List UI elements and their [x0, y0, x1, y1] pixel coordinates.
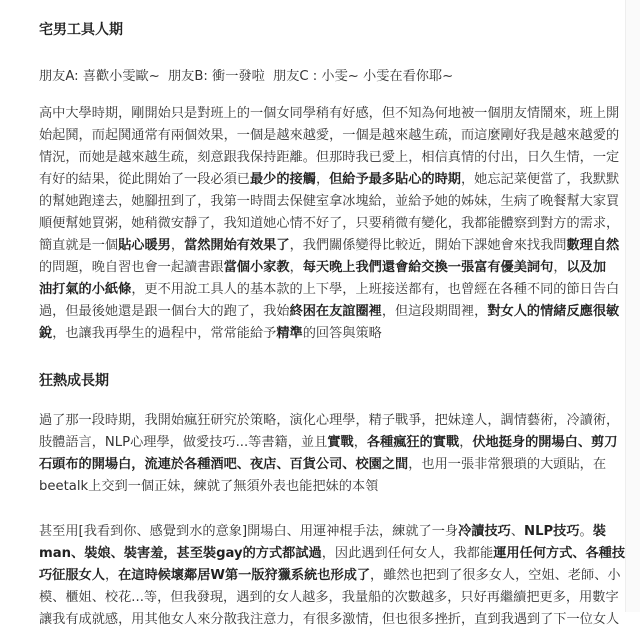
paragraph-line: 讓我有成就感，用其他女人來分散我注意力，有很多激情，但也很多挫折，直到我遇到了下一位女人 [39, 612, 620, 627]
emphasis: 精準 [276, 326, 303, 341]
emphasis: man、裝娘、裝害羞，甚至裝gay的方式都試過 [39, 546, 322, 561]
paragraph-line: 過，但最後她還是跟一個台大的跑了，我始終困在友誼圈裡，但這段期間裡，對女人的情緒反應很敏 [39, 304, 620, 319]
emphasis: 銳 [39, 326, 53, 341]
paragraph-line: 甚至用[我看到你、感覺到水的意象]開場白、用運神棍手法，練就了一身冷讀技巧、NLP技巧。裝 [39, 524, 606, 539]
paragraph-line: 高中大學時期，剛開始只是對班上的一個女同學稍有好感，但不知為何地被一個朋友情鬧來，班上開 [39, 106, 620, 121]
friend-a-quote: 朋友A: 喜歡小雯歐~ [39, 69, 160, 84]
emphasis: 但給予最多貼心的時期 [329, 172, 461, 187]
paragraph-line: 的幫她跑達去，她腳扭到了，我第一時間去保健室拿冰塊給，並給予她的姊妹，生病了晚餐幫大家買 [39, 194, 620, 209]
emphasis: 伏地挺身的開場白、剪刀 [472, 435, 618, 450]
section-title-tool-man: 宅男工具人期 [39, 22, 123, 38]
emphasis: 當然開始有效果了 [184, 238, 290, 253]
emphasis: 在這時候壞鄰居W第一版狩獵系統也形成了 [118, 568, 371, 583]
paragraph-line: 石頭布的開場白，流連於各種酒吧、夜店、百貨公司、校園之間，也用一張非常猥瑣的大頭貼，在 [39, 457, 607, 472]
paragraph-line: 順便幫她買粥，她稍微安靜了，我知道她心情不好了，只要稍微有變化，我都能體察到對方的需求， [39, 216, 620, 231]
emphasis: 最少的接觸 [250, 172, 316, 187]
paragraph-line: 簡直就是一個貼心暖男，當然開始有效果了，我們關係變得比較近，開始下課她會來找我問數理自然 [39, 238, 620, 253]
emphasis: 數理自然 [566, 238, 620, 253]
paragraph-line: 過了那一段時期，我開始瘋狂研究於策略，演化心理學，精子戰爭，把妹達人，調情藝術，冷讀術， [39, 413, 620, 428]
paragraph-line: 情況，而她是越來越生疏，刻意跟我保持距離。但那時我已愛上，相信真情的付出，日久生情，一定 [39, 150, 620, 165]
paragraph-line: 的問題，晚自習也會一起讀書跟當個小家教，每天晚上我們還會給交換一張富有優美詞句，以及加 [39, 260, 607, 275]
emphasis: 終困在友誼圈裡 [289, 304, 382, 319]
paragraph-line: 有好的結果，從此開始了一段必須已最少的接觸，但給予最多貼心的時期，她忘記菜便當了，我默默 [39, 172, 620, 187]
paragraph-line: 油打氣的小紙條，更不用說工具人的基本款的上下學，上班接送都有，也曾經在各種不同的節日告白 [39, 282, 620, 297]
scrollbar-track[interactable] [625, 0, 640, 612]
emphasis: 油打氣的小紙條 [39, 282, 132, 297]
paragraph-line: 銳，也讓我再學生的過程中，常常能給予精準的回答與策略 [39, 326, 382, 341]
emphasis: 石頭布的開場白，流連於各種酒吧、夜店、百貨公司、校園之間 [39, 457, 409, 472]
emphasis: 貼心暖男 [118, 238, 171, 253]
emphasis: 當個小家教 [223, 260, 290, 275]
paragraph-line: 巧征服女人，在這時候壞鄰居W第一版狩獵系統也形成了，雖然也把到了很多女人，空姐、老師、小 [39, 568, 621, 583]
paragraph-line: 肢體語言，NLP心理學，做愛技巧...等書籍，並且實戰，各種瘋狂的實戰，伏地挺身的開場白、剪刀 [39, 435, 618, 450]
emphasis: 以及加 [566, 260, 607, 275]
emphasis: 每天晚上我們還會給交換一張富有優美詞句 [302, 260, 554, 275]
friend-c-quote: 朋友C : 小雯~ 小雯在看你耶~ [273, 69, 454, 84]
emphasis: 對女人的情緒反應很敏 [487, 304, 620, 319]
section-title-growth: 狂熱成長期 [39, 373, 109, 389]
emphasis: 實戰 [327, 435, 354, 450]
emphasis: 裝 [592, 524, 606, 539]
emphasis: 冷讀技巧 [458, 524, 511, 539]
emphasis: 運用任何方式、各種技 [493, 546, 626, 561]
paragraph-line: 始起鬨，而起鬨通常有兩個效果，一個是越來越愛，一個是越來越生疏，而這麼剛好我是越來越愛的 [39, 128, 620, 143]
emphasis: NLP技巧 [524, 524, 580, 539]
friend-b-quote: 朋友B: 衝一發啦 [168, 69, 265, 84]
emphasis: 巧征服女人 [39, 568, 105, 583]
emphasis: 各種瘋狂的實戰 [366, 435, 460, 450]
friends-dialogue [39, 66, 453, 88]
paragraph-line: man、裝娘、裝害羞，甚至裝gay的方式都試過，因此遇到任何女人，我都能運用任何方式、各種技 [39, 546, 626, 561]
paragraph-line: beetalk上交到一個正妹，練就了無須外表也能把妹的本領 [39, 479, 379, 494]
paragraph-line: 模、櫃姐、校花...等，但我發現，遇到的女人越多，我量船的次數越多，只好再繼續把更多，用數字 [39, 590, 619, 605]
